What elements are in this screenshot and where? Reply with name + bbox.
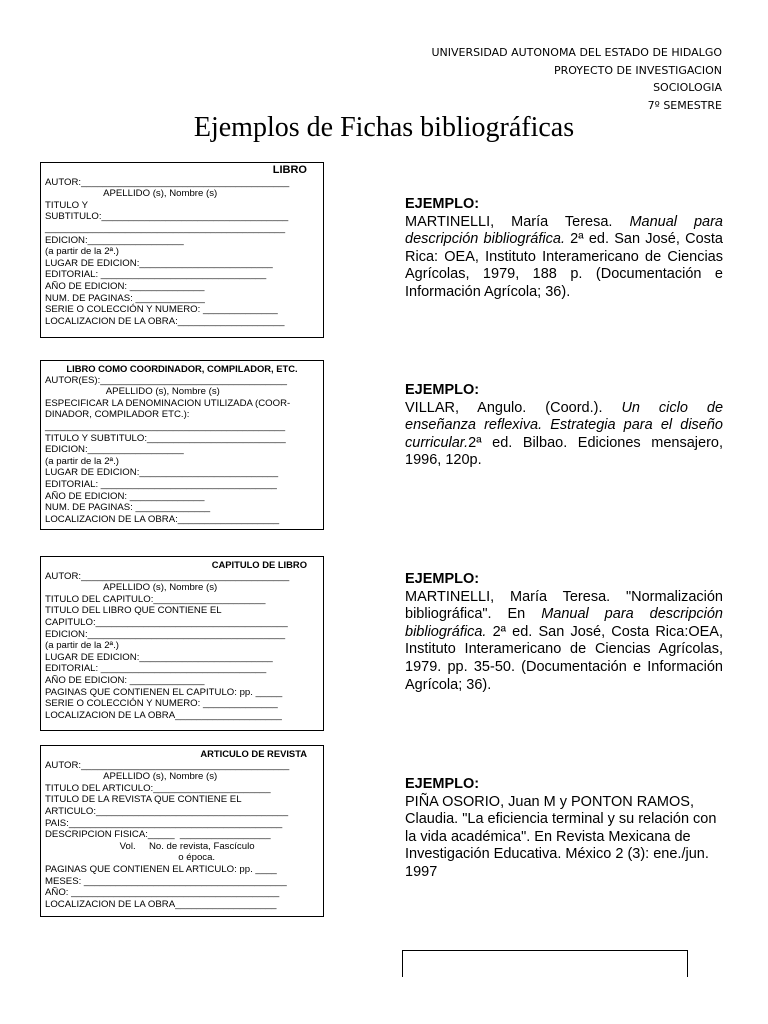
card-line: (a partir de la 2ª.) [45, 246, 119, 258]
card-line: PAGINAS QUE CONTIENEN EL ARTICULO: pp. ____ [45, 863, 277, 875]
card-heading: CAPITULO DE LIBRO [211, 559, 307, 570]
card-line: EDITORIAL: _______________________________ [45, 663, 267, 675]
card-line: SUBTITULO:___________________________________ [45, 211, 289, 223]
card-lines [45, 375, 319, 526]
card-lines [45, 760, 319, 911]
card-line: TITULO Y [45, 199, 89, 211]
example-text-part: 2ª ed. San José, Costa Rica: OEA, Instituto Interamericano de Ciencias Agrícolas, 1979, 188 p. (Documentación e Información Agrícola; 36). [405, 231, 723, 300]
card-line: EDICION:_____________________________________ [45, 628, 286, 640]
card-line: PAGINAS QUE CONTIENEN EL CAPITULO: pp. _____ [45, 686, 283, 698]
empty-card-frame [402, 950, 688, 977]
example-text-part: 2ª ed. Bilbao. Ediciones mensajero, 1996, 120p. [405, 434, 723, 469]
card-line: NUM. DE PAGINAS: ______________ [45, 502, 211, 514]
card-lines [45, 571, 319, 722]
card-line: PAIS:________________________________________ [45, 817, 283, 829]
card-line: EDITORIAL: _________________________________ [45, 478, 277, 490]
card-line: AÑO DE EDICION: ______________ [45, 280, 205, 292]
card-line: AÑO DE EDICION: ______________ [45, 490, 205, 502]
card-line: (a partir de la 2ª.) [45, 455, 119, 467]
card-line: AUTOR:_______________________________________ [45, 570, 290, 582]
card-libro-coordinador [40, 360, 324, 530]
card-line: APELLIDO (s), Nombre (s) [45, 188, 218, 200]
header-line: UNIVERSIDAD AUTONOMA DEL ESTADO DE HIDALGO [431, 46, 722, 59]
card-line: AUTOR(ES):___________________________________ [45, 374, 288, 386]
example-text-part: MARTINELLI, María Teresa. "Normalización bibliográfica". En [405, 588, 723, 623]
institution-header [431, 44, 722, 114]
example-text-part: Manual para descripción bibliográfica. [405, 606, 723, 640]
card-capitulo [40, 556, 324, 731]
example-text [405, 400, 723, 470]
card-line: LUGAR DE EDICION:__________________________ [45, 467, 279, 479]
card-line: EDITORIAL: _______________________________ [45, 269, 267, 281]
card-line: TITULO DEL LIBRO QUE CONTIENE EL [45, 605, 222, 617]
header-line: SOCIOLOGIA [653, 81, 722, 94]
example-text-part: MARTINELLI, María Teresa. [405, 213, 630, 230]
card-articulo [40, 745, 324, 917]
card-line: NUM. DE PAGINAS: _____________ [45, 292, 205, 304]
page-title: Ejemplos de Fichas bibliográficas [193, 112, 575, 143]
card-line: MESES: ______________________________________ [45, 875, 287, 887]
card-line: DINADOR, COMPILADOR ETC.): [45, 409, 190, 421]
card-line: LUGAR DE EDICION:_________________________ [45, 257, 273, 269]
card-line: CAPITULO:____________________________________ [45, 616, 288, 628]
card-line: ARTICULO:____________________________________ [45, 805, 289, 817]
card-line: APELLIDO (s), Nombre (s) [45, 771, 218, 783]
card-line: AÑO: _______________________________________ [45, 887, 280, 899]
card-line: _____________________________________________ [45, 420, 286, 432]
example-text-part: VILLAR, Angulo. (Coord.). [405, 399, 622, 416]
card-line: EDICION:__________________ [45, 444, 184, 456]
example-text [405, 589, 723, 695]
example-label: EJEMPLO: [405, 196, 480, 212]
card-line: _____________________________________________ [45, 222, 286, 234]
card-line: AÑO DE EDICION: ______________ [45, 674, 205, 686]
card-line: LOCALIZACION DE LA OBRA___________________ [45, 898, 277, 910]
example-text [405, 794, 723, 882]
example-text-part: 2ª ed. San José, Costa Rica:OEA, Instituto Interamericano de Ciencias Agrícolas, 1979. pp. 35-50. (Documentación e Información Agrícola; 36). [405, 623, 723, 693]
card-line: AUTOR:_______________________________________ [45, 176, 290, 188]
card-line: Vol. No. de revista, Fascículo [45, 840, 255, 852]
card-line: LOCALIZACION DE LA OBRA:____________________ [45, 315, 285, 327]
card-lines [45, 177, 319, 328]
card-line: DESCRIPCION FISICA:_____ _________________ [45, 829, 271, 841]
card-heading: LIBRO COMO COORDINADOR, COMPILADOR, ETC. [66, 363, 298, 374]
card-line: (a partir de la 2ª.) [45, 640, 119, 652]
card-line: APELLIDO (s), Nombre (s) [45, 582, 218, 594]
example-label: EJEMPLO: [405, 382, 480, 398]
example-text-part: Un ciclo de enseñanza reflexiva. Estrategia para el diseño curricular. [405, 399, 724, 451]
card-heading: LIBRO [272, 164, 307, 176]
card-line: LOCALIZACION DE LA OBRA:___________________ [45, 513, 280, 525]
header-line: 7º SEMESTRE [647, 98, 722, 112]
card-line: TITULO Y SUBTITULO:__________________________ [45, 432, 286, 444]
card-line: APELLIDO (s), Nombre (s) [45, 386, 220, 398]
card-line: LUGAR DE EDICION:_________________________ [45, 651, 273, 663]
card-line: AUTOR:_______________________________________ [45, 759, 290, 771]
card-line: TITULO DEL ARTICULO:______________________ [45, 782, 271, 794]
card-libro [40, 162, 324, 338]
card-line: EDICION:__________________ [45, 234, 184, 246]
card-line: LOCALIZACION DE LA OBRA____________________ [45, 709, 282, 721]
card-line: o época. [45, 852, 216, 864]
example-label: EJEMPLO: [405, 571, 480, 587]
example-text [405, 214, 723, 302]
example-libro [405, 196, 723, 302]
example-capitulo [405, 571, 723, 694]
example-label: EJEMPLO: [405, 776, 480, 792]
example-articulo [405, 776, 723, 882]
example-coordinador [405, 382, 723, 470]
card-line: TITULO DEL CAPITULO:_____________________ [45, 593, 266, 605]
card-line: ESPECIFICAR LA DENOMINACION UTILIZADA (COOR- [45, 397, 291, 409]
example-text-part: PIÑA OSORIO, Juan M y PONTON RAMOS, Claudia. "La eficiencia terminal y su relación con la vida académica". En Revista Mexicana de Investigación Educativa. México 2 (3): ene./jun. 1997 [405, 793, 717, 880]
card-line: TITULO DE LA REVISTA QUE CONTIENE EL [45, 794, 242, 806]
card-line: SERIE O COLECCIÓN Y NUMERO: ______________ [45, 698, 278, 710]
header-line: PROYECTO DE INVESTIGACION [553, 63, 722, 77]
card-heading: ARTICULO DE REVISTA [200, 748, 307, 759]
example-text-part: Manual para descripción bibliográfica. [405, 213, 723, 248]
card-line: SERIE O COLECCIÓN Y NUMERO: ______________ [45, 304, 278, 316]
